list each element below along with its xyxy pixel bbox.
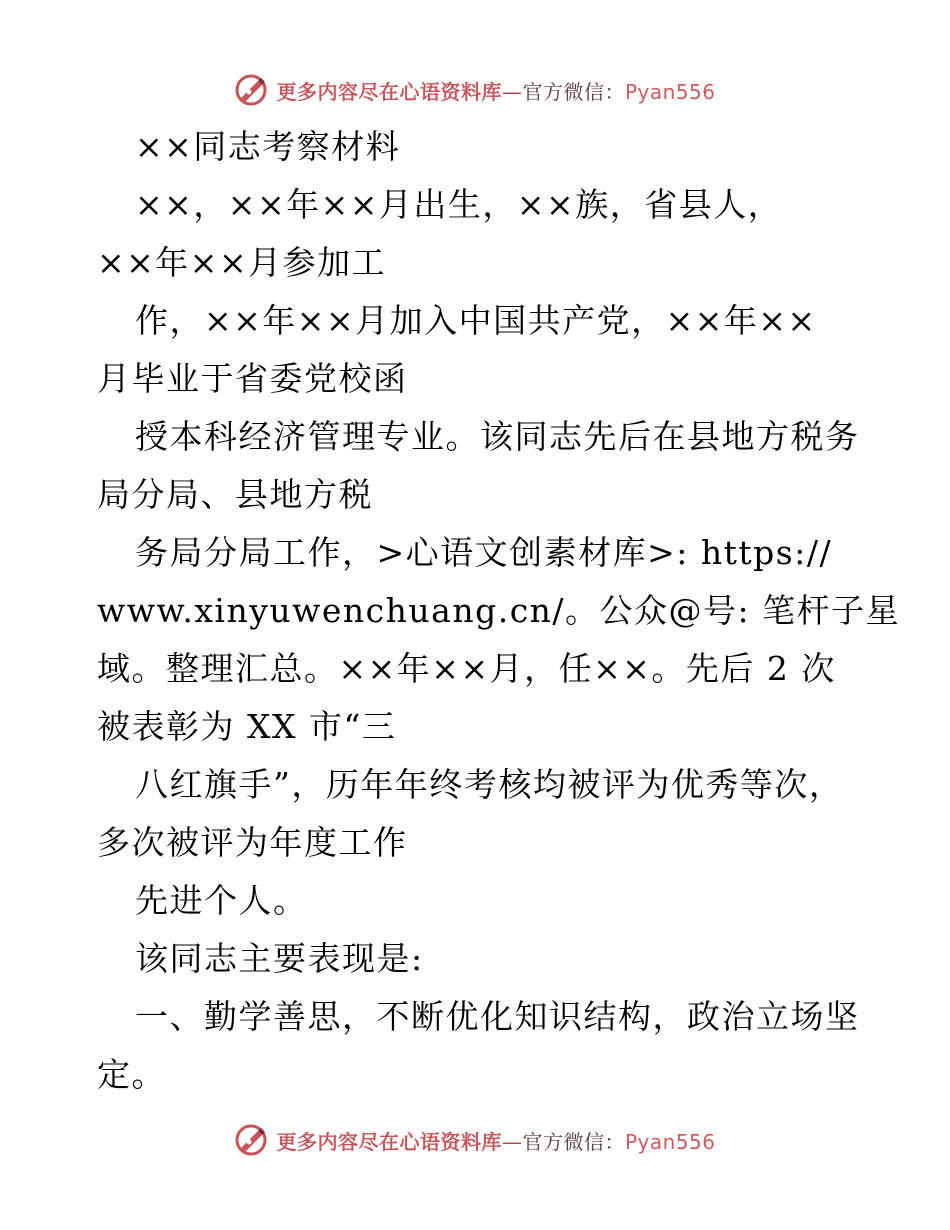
- body-text-line: www.xinyuwenchuang.cn/。公众@号: 笔杆子星: [97, 591, 901, 630]
- body-text-line: 务局分局工作，>心语文创素材库>: https://: [135, 533, 833, 572]
- banner-dash: —: [501, 79, 523, 104]
- body-text-line: 多次被评为年度工作: [97, 823, 408, 862]
- body-text-line: 该同志主要表现是:: [135, 939, 424, 978]
- body-text-line: 域。整理汇总。××年××月，任××。先后 2 次: [97, 649, 836, 688]
- body-text-line: 授本科经济管理专业。该同志先后在县地方税务: [135, 417, 860, 456]
- body-text-line: 先进个人。: [135, 881, 308, 920]
- body-text-line: 作，××年××月加入中国共产党，××年××: [135, 301, 817, 340]
- banner-site-name: 更多内容尽在心语资料库: [276, 79, 502, 104]
- body-text-line: ××同志考察材料: [135, 127, 401, 166]
- banner-wechat-id: Pyan556: [624, 79, 716, 104]
- body-text-line: 八红旗手”，历年年终考核均被评为优秀等次，: [135, 765, 844, 804]
- banner-dash: —: [501, 1129, 523, 1154]
- banner-wechat-label: 官方微信: [522, 79, 605, 104]
- body-text-line: ××年××月参加工: [97, 243, 387, 282]
- pen-logo-icon: [234, 73, 268, 107]
- body-text-line: 月毕业于省委党校函: [97, 359, 408, 398]
- banner-text: [276, 1126, 715, 1155]
- banner-wechat-id: Pyan556: [624, 1129, 716, 1154]
- banner-site-name: 更多内容尽在心语资料库: [276, 1129, 502, 1154]
- pen-logo-icon: [234, 1123, 268, 1157]
- body-text-line: 被表彰为 XX 市“三: [97, 707, 397, 746]
- banner-text: [276, 76, 715, 105]
- banner-content: [234, 73, 715, 107]
- banner-content: [234, 1123, 715, 1157]
- footer-banner: [0, 1120, 950, 1160]
- banner-colon: ：: [604, 79, 625, 104]
- header-banner: [0, 70, 950, 110]
- banner-wechat-label: 官方微信: [522, 1129, 605, 1154]
- body-text-line: 定。: [97, 1055, 166, 1094]
- document-body: [97, 118, 901, 1104]
- body-text-line: ××，××年××月出生，××族，省县人，: [135, 185, 783, 224]
- banner-colon: ：: [604, 1129, 625, 1154]
- body-text-line: 局分局、县地方税: [97, 475, 373, 514]
- body-text-line: 一、勤学善思，不断优化知识结构，政治立场坚: [135, 997, 860, 1036]
